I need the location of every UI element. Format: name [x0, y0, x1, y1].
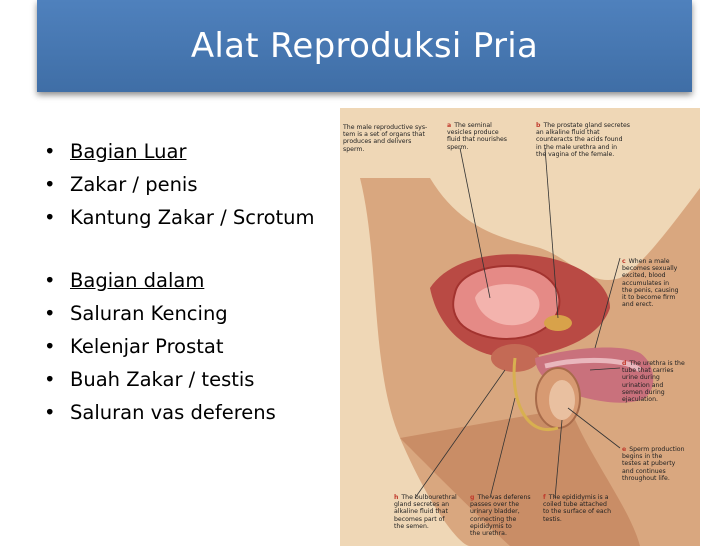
caption-d [622, 360, 685, 403]
bullet-text: Kelenjar Prostat [70, 335, 224, 358]
caption-b [536, 122, 630, 158]
caption-letter: g [470, 494, 475, 501]
caption-c [622, 258, 679, 308]
caption-text: The vas deferens passes over the urinary bladder, connecting the epididymis to the urethra. [470, 494, 531, 538]
bullet-item [44, 363, 344, 396]
bullet-text: Saluran vas deferens [70, 401, 276, 424]
caption-letter: h [394, 494, 399, 501]
bullet-list [44, 135, 344, 429]
bullet-text: Kantung Zakar / Scrotum [70, 206, 315, 229]
figure-intro-caption: The male reproductive sys- tem is a set of organs that produces and delivers sperm. [343, 124, 428, 153]
caption-h [394, 494, 457, 530]
bullet-text: Zakar / penis [70, 173, 198, 196]
bullet-dot: • [44, 401, 56, 424]
bullet-text: Bagian Luar [70, 140, 187, 163]
bullet-dot: • [44, 269, 56, 292]
caption-f [543, 494, 611, 523]
bullet-dot: • [44, 140, 56, 163]
slide-title: Alat Reproduksi Pria [190, 26, 539, 66]
bullet-item [44, 201, 344, 234]
bullet-item [44, 396, 344, 429]
caption-letter: c [622, 258, 626, 265]
caption-letter: d [622, 360, 627, 367]
bullet-dot: • [44, 206, 56, 229]
caption-text: Sperm production begins in the testes at puberty and continues throughout life. [622, 446, 685, 482]
bullet-dot: • [44, 173, 56, 196]
bullet-spacer [44, 234, 344, 264]
bullet-item [44, 264, 344, 297]
title-bar [37, 0, 692, 92]
caption-letter: a [447, 122, 452, 129]
caption-letter: f [543, 494, 546, 501]
bullet-text: Saluran Kencing [70, 302, 228, 325]
bullet-dot: • [44, 335, 56, 358]
bullet-text: Bagian dalam [70, 269, 205, 292]
bullet-item [44, 330, 344, 363]
bullet-text: Buah Zakar / testis [70, 368, 255, 391]
caption-a [447, 122, 507, 151]
bullet-dot: • [44, 368, 56, 391]
caption-letter: b [536, 122, 541, 129]
bullet-dot: • [44, 302, 56, 325]
bullet-item [44, 135, 344, 168]
caption-text: The prostate gland secretes an alkaline fluid that counteracts the acids found in the male urethra and in the vagina of the female. [536, 122, 631, 158]
caption-g [470, 494, 531, 537]
caption-text: The urethra is the tube that carries urine during urination and semen during ejaculation. [622, 360, 685, 404]
bullet-item [44, 168, 344, 201]
caption-e [622, 446, 685, 482]
caption-letter: e [622, 446, 627, 453]
caption-text: When a male becomes sexually excited, blood accumulates in the penis, causing it to become firm and erect. [622, 258, 679, 309]
caption-text: The seminal vesicles produce fluid that nourishes sperm. [447, 122, 508, 151]
caption-text: The bulbourethral gland secretes an alkaline fluid that becomes part of the semen. [394, 494, 457, 530]
bullet-item [44, 297, 344, 330]
caption-text: The epididymis is a coiled tube attached to the surface of each testis. [543, 494, 611, 523]
reproductive-anatomy-figure [340, 108, 700, 546]
